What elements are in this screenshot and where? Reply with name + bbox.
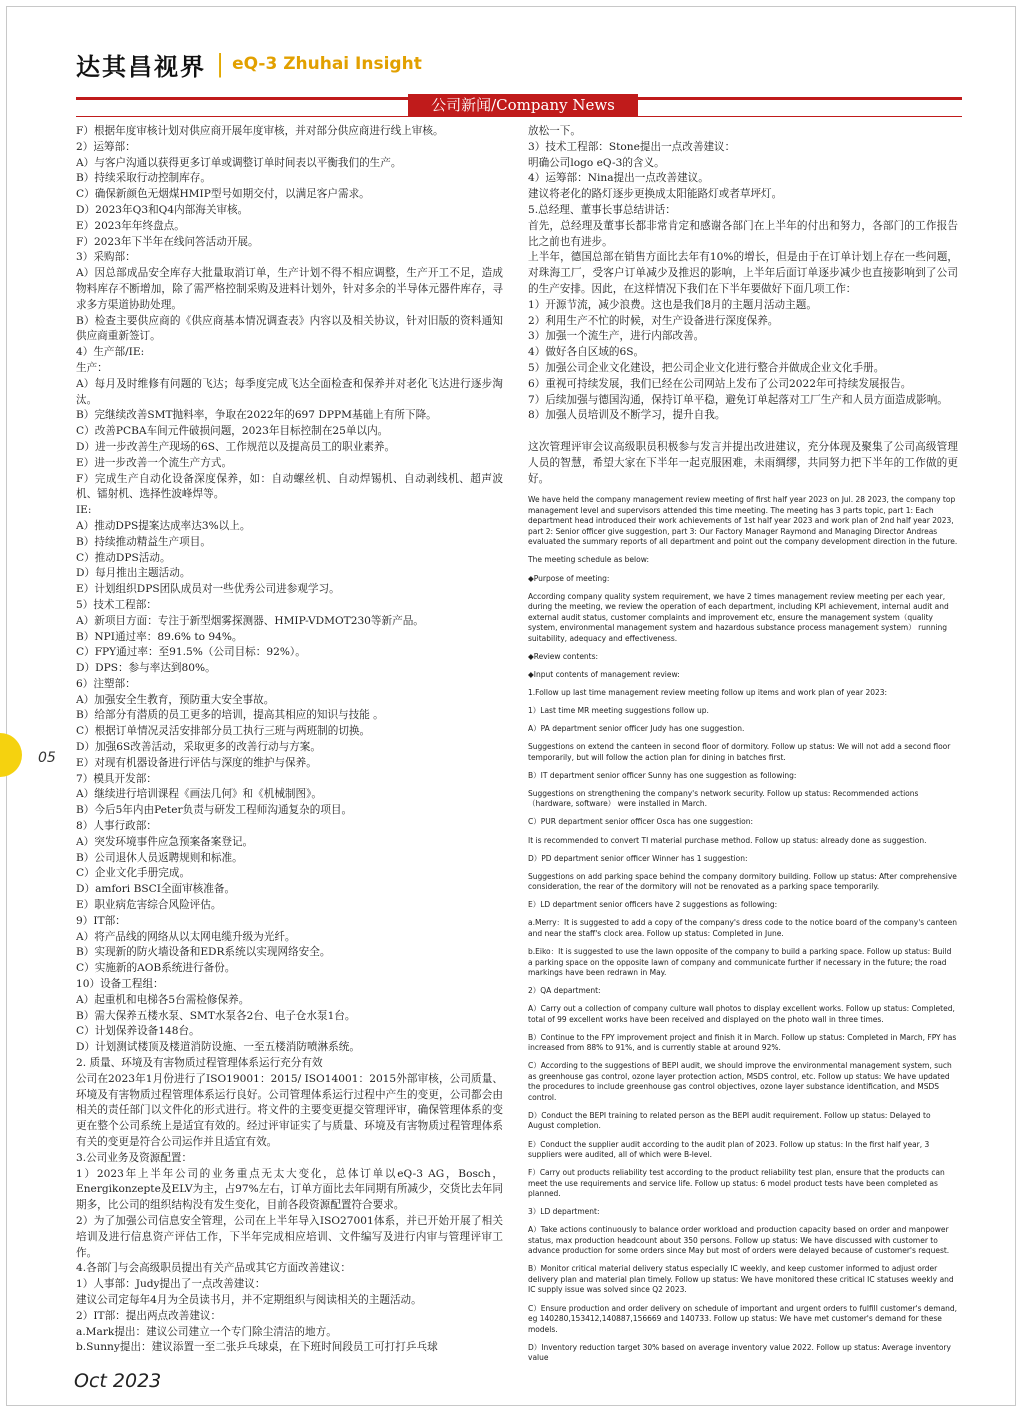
paragraph: A）起重机和电梯各5台需检修保养。 (76, 993, 250, 1006)
english-paragraph: C）According to the suggestions of BEPI audit, we should improve the environmental management system, such as greenhouse gas control, ozone layer protection action, MSDS control, etc. Follow up status: We have updated the procedures to include greenhouse gas control objectives, ozone layer substance identification, and MSDS control. (528, 1061, 952, 1102)
english-paragraph: Suggestions on extend the canteen in second floor of dormitory. Follow up status: We will not add a second floor temporarily, but will follow the action plan for dining in batches first. (528, 742, 951, 762)
paragraph: 4.各部门与会高级职员提出有关产品或其它方面改善建议： (76, 1262, 351, 1275)
paragraph: E）计划组织DPS团队成员对一些优秀公司进参观学习。 (76, 583, 340, 596)
paragraph: 建议将老化的路灯逐步更换成太阳能路灯或者草坪灯。 (528, 188, 783, 201)
english-paragraph: D）Conduct the BEPI training to related person as the BEPI audit requirement. Follow up status: Delayed to August completion. (528, 1110, 931, 1131)
english-paragraph: We have held the company management review meeting of first half year 2023 on Jul. 28 2023, the company top management level and supervisors attended this time meeting. The meeting has 3 parts topic, part 1: Each department head introduced their work achievements of 1st half year 2023 and work plan of 2nd half year 2023, part 2: Senior officer give suggestion, part 3: Our Factory Manager Raymond and Managing Director Andreas evaluated the summary reports of all department and point out the company development direction in the future. (528, 495, 958, 547)
paragraph: b.Sunny提出：建议添置一至二张乒乓球桌，在下班时间段员工可打打乒乓球 (76, 1341, 438, 1354)
paragraph: A）将产品线的网络从以太网电缆升级为光纤。 (76, 930, 296, 943)
paragraph: A）继续进行培训课程《画法几何》和《机械制图》。 (76, 788, 323, 801)
paragraph: 5）加强公司企业文化建设，把公司企业文化进行整合并做成企业文化手册。 (528, 361, 885, 374)
paragraph: 7）后续加强与德国沟通，保持订单平稳，避免订单起落对工厂生产和人员方面造成影响。 (528, 393, 948, 406)
english-paragraph: 3）LD department: (528, 1207, 600, 1217)
paragraph: A）推动DPS提案达成率达3%以上。 (76, 519, 251, 532)
paragraph: 3.公司业务及资源配置： (76, 1151, 193, 1164)
paragraph: E）对现有机器设备进行评估与深度的维护与保养。 (76, 756, 317, 769)
paragraph: A）突发环境事件应急预案备案登记。 (76, 835, 254, 848)
english-paragraph: a.Merry：It is suggested to add a copy of the company's dress code to the notice board of the company's canteen and near the staff's clock area. Follow up status: Completed in June. (528, 918, 957, 938)
paragraph: E）职业病危害综合风险评估。 (76, 899, 222, 912)
paragraph: E）进一步改善一个流生产方式。 (76, 456, 233, 469)
paragraph: 2）运筹部： (76, 140, 136, 153)
english-paragraph: A）Take actions continuously to balance order workload and production capacity based on order and manpower status, max production headcount about 350 persons. Follow up status: We have discussed with customer to advance production for some orders since May but most of orders were delayed because of customer's request. (528, 1225, 950, 1256)
paragraph: F）完成生产自动化设备深度保养，如：自动螺丝机、自动焊锡机、自动剥线机、超声波机、镭射机、选择性波峰焊等。 (76, 472, 503, 501)
english-paragraph: 1.Follow up last time management review meeting follow up items and work plan of year 2023: (528, 687, 888, 697)
paragraph: B）需大保养五楼水泵、SMT水泵各2台、电子仓水泵1台。 (76, 1009, 356, 1022)
english-paragraph: The meeting schedule as below: (528, 555, 649, 565)
english-paragraph: 1）Last time MR meeting suggestions follow up. (528, 705, 709, 715)
paragraph: IE: (76, 504, 92, 517)
paragraph: B）检查主要供应商的《供应商基本情况调查表》内容以及相关协议，针对旧版的资料通知供应商重新签订。 (76, 314, 503, 343)
paragraph: 3）技术工程部：Stone提出一点改善建议： (528, 140, 736, 153)
paragraph: 3）采购部： (76, 251, 136, 264)
english-paragraph: B）IT department senior officer Sunny has one suggestion as following: (528, 770, 797, 780)
right-cn-text (528, 124, 958, 487)
paragraph: 6）注塑部： (76, 677, 136, 690)
paragraph: 8）加强人员培训及不断学习，提升自我。 (528, 409, 726, 422)
english-paragraph: According company quality system requirement, we have 2 times management review meeting per each year, during the meeting, we review the operation of each department, including KPI achievement, internal audit and external audit status, customer complaints and improvement etc, ensure the management system（quality system, environmental management system and hazardous substance process management system） running suitability, adequacy and effectiveness. (528, 591, 949, 643)
paragraph: D）amfori BSCI全面审核准备。 (76, 883, 236, 896)
paragraph: 6）重视可持续发展，我们已经在公司网站上发布了公司2022年可持续发展报告。 (528, 377, 912, 390)
english-paragraph: ◆Review contents: (528, 651, 599, 661)
paragraph: 4）生产部/IE: (76, 346, 145, 359)
paragraph: C）实施新的AOB系统进行备份。 (76, 962, 236, 975)
paragraph: 生产： (76, 361, 108, 374)
paragraph: A）因总部成品安全库存大批量取消订单，生产计划不得不相应调整，生产开工不足，造成物料库存不断增加，除了需严格控制采购及进料计划外，针对多余的半导体元器件库存，寻求多方渠道协助处理。 (76, 267, 503, 311)
paragraph: B）实现新的防火墙设备和EDR系统以实现网络安全。 (76, 946, 331, 959)
masthead-title-cn: 达其昌视界 (76, 51, 206, 81)
paragraph: C）改善PCBA车间元件破损问题，2023年目标控制在25单以内。 (76, 425, 389, 438)
english-paragraph: E）Conduct the supplier audit according to the audit plan of 2023. Follow up status: In the first half year, 3 suppliers were audited, all of which were B-level. (528, 1139, 930, 1160)
issue-date: Oct 2023 (74, 1370, 162, 1392)
paragraph: A）每月及时维修有问题的飞达；每季度完成飞达全面检查和保养并对老化飞达进行逐步淘汰。 (76, 377, 503, 406)
paragraph: C）确保新颜色无烟煤HMIP型号如期交付，以满足客户需求。 (76, 188, 370, 201)
paragraph: D）计划测试楼顶及楼道消防设施、一至五楼消防喷淋系统。 (76, 1041, 360, 1054)
paragraph: D）进一步改善生产现场的6S、工作规范以及提高员工的职业素养。 (76, 440, 396, 453)
paragraph: 公司在2023年1月份进行了ISO19001：2015/ ISO14001：2015外部审核，公司质量、环境及有害物质过程管理体系运行良好。公司管理体系运行过程中产生的变更，公司都会由相关的责任部门以文件化的形式进行。将文件的主要变更提交管理评审，确保管理体系的变更在整个公司系统上是适宜有效的。经过评审证实了与质量、环境及有害物质过程管理体系有关的变更是符合公司运作并且适宜有效。 (76, 1072, 503, 1148)
paragraph: 9）IT部： (76, 914, 126, 927)
page-number: 05 (38, 750, 56, 766)
paragraph: 1）2023年上半年公司的业务重点无太大变化，总体订单以eQ-3 AG，Bosch，Energikonzepte及ELV为主，占97%左右，订单方面比去年同期有所减少，交货比去年同期多，比公司的组织结构没有发生变化，目前各段资源配置符合要求。 (76, 1167, 503, 1212)
english-paragraph: B）Monitor critical material delivery status especially IC weekly, and keep customer informed to adjust order delivery plan and material plan timely. Follow up status: We have monitored these critical IC statuses weekly and IC supply issue was solved since Q2 2023. (528, 1264, 954, 1295)
paragraph: 7）模具开发部： (76, 772, 157, 785)
english-paragraph: C）PUR department senior officer Osca has one suggestion: (528, 817, 754, 827)
paragraph: E）2023年年终盘点。 (76, 219, 185, 232)
paragraph: 5.总经理、董事长事总结讲话： (528, 203, 676, 216)
paragraph: D）每月推出主题活动。 (76, 567, 191, 580)
english-paragraph: B）Continue to the FPY improvement project and finish it in March. Follow up status: Completed in March, FPY has increased from 88% to 91%, and is currently stable at around 92%. (528, 1032, 957, 1053)
paragraph: 8）人事行政部： (76, 820, 157, 833)
paragraph: 首先，总经理及董事长都非常肯定和感谢各部门在上半年的付出和努力，各部门的工作报告比之前也有进步。 (528, 219, 958, 248)
paragraph: 2）为了加强公司信息安全管理，公司在上半年导入ISO27001体系，并已开始开展了相关培训及进行信息资产评估工作，下半年完成相应培训、文件编写及进行内审与管理评审工作。 (76, 1214, 503, 1259)
paragraph: 放松一下。 (528, 125, 581, 137)
paragraph: F）根据年度审核计划对供应商开展年度审核，并对部分供应商进行线上审核。 (76, 125, 444, 137)
paragraph: 4）运筹部：Nina提出一点改善建议。 (528, 172, 709, 185)
paragraph: C）推动DPS活动。 (76, 551, 171, 564)
paragraph: 建议公司定每年4月为全员读书月，并不定期组织与阅读相关的主题活动。 (76, 1293, 422, 1306)
paragraph: B）NPI通过率：89.6% to 94%。 (76, 630, 243, 643)
english-paragraph: b.Eiko：It is suggested to use the lawn opposite of the company to build a parking space. Follow up status: Build a parking space on the opposite lawn of company and communicate further if necessary in the future; the road markings have been redrawn in May. (528, 947, 952, 978)
paragraph: B）完继续改善SMT抛料率，争取在2022年的697 DPPM基础上有所下降。 (76, 409, 437, 422)
paragraph: A）与客户沟通以获得更多订单或调整订单时间表以平衡我们的生产。 (76, 156, 402, 169)
paragraph: B）今后5年内由Peter负责与研发工程师沟通复杂的项目。 (76, 804, 353, 817)
english-paragraph: A）PA department senior officer Judy has one suggestion. (528, 724, 745, 734)
paragraph: 2）IT部：提出两点改善建议： (76, 1309, 222, 1322)
paragraph: 这次管理评审会议高级职员积极参与发言并提出改进建议，充分体现及聚集了公司高级管理人员的智慧，希望大家在下半年一起克服困难，未雨绸缪，共同努力把下半年的工作做的更好。 (528, 440, 958, 485)
paragraph: 3）加强一个流生产，进行内部改善。 (528, 330, 705, 343)
paragraph: D）加强6S改善活动，采取更多的改善行动与方案。 (76, 741, 321, 754)
english-paragraph: Suggestions on strengthening the company's network security. Follow up status: Recommended actions （hardware, software） were installed in March. (528, 788, 919, 809)
paragraph: B）持续推动精益生产项目。 (76, 535, 211, 548)
right-column (528, 124, 958, 1364)
english-paragraph: Suggestions on add parking space behind the company dormitory building. Follow up status: After comprehensive consideration, the rear of the dormitory will not be renovated as a parking space temporarily. (528, 871, 957, 892)
english-paragraph: C）Ensure production and order delivery on schedule of important and urgent orders to fulfill customer's demand, eg 140280,153412,140887,156669 and 140733. Follow up status: We have met customer's demand for these models. (528, 1303, 958, 1334)
english-paragraph: ◆Purpose of meeting: (528, 573, 610, 583)
paragraph: C）企业文化手册完成。 (76, 867, 191, 880)
paragraph: C）根据订单情况灵活安排部分员工执行三班与两班制的切换。 (76, 725, 371, 738)
paragraph: F）2023年下半年在线问答活动开展。 (76, 235, 259, 248)
paragraph: C）计划保养设备148台。 (76, 1025, 200, 1038)
masthead-separator: | (216, 50, 225, 78)
paragraph: A）新项目方面：专注于新型烟雾探测器、HMIP-VDMOT230等新产品。 (76, 614, 424, 627)
paragraph: 上半年，德国总部在销售方面比去年有10%的增长，但是由于在订单计划上存在一些问题，对珠海工厂，受客户订单减少及推迟的影响，上半年后面订单逐步减少也直接影响到了公司的生产安排。因此，在这样情况下我们在下半年要做好下面几项工作： (528, 251, 958, 295)
english-paragraph: E）LD department senior officers have 2 suggestions as following: (528, 900, 778, 910)
paragraph: A）加强安全生教育，预防重大安全事故。 (76, 693, 275, 706)
paragraph: B）公司退休人员返聘规则和标准。 (76, 851, 243, 864)
paragraph: 明确公司logo eQ-3的含义。 (528, 156, 665, 169)
english-paragraph: D）PD department senior officer Winner has 1 suggestion: (528, 853, 748, 863)
paragraph: B）持续采取行动控制库存。 (76, 172, 211, 185)
paragraph: 2. 质量、环境及有害物质过程管理体系运行充分有效 (76, 1057, 323, 1070)
paragraph: 10）设备工程组： (76, 978, 164, 991)
right-en-text (528, 495, 958, 1363)
masthead-title-en: eQ-3 Zhuhai Insight (232, 54, 422, 74)
paragraph: 2）利用生产不忙的时候，对生产设备进行深度保养。 (528, 314, 779, 327)
paragraph: 1）人事部：Judy提出了一点改善建议： (76, 1278, 266, 1291)
english-paragraph: It is recommended to convert TI material purchase method. Follow up status: already done as suggestion. (528, 835, 927, 845)
masthead (76, 48, 422, 80)
paragraph: B）给部分有潜质的员工更多的培训，提高其相应的知识与技能 。 (76, 709, 384, 722)
english-paragraph: F）Carry out products reliability test according to the product reliability test plan, ensure that the products can meet the use requirements and service life. Follow up status: 6 model product tests have been completed as planned. (528, 1168, 945, 1199)
paragraph: 4）做好各自区域的6S。 (528, 346, 645, 359)
paragraph: D）DPS：参与率达到80%。 (76, 662, 216, 675)
paragraph: D）2023年Q3和Q4内部海关审核。 (76, 203, 249, 216)
english-paragraph: D）Inventory reduction target 30% based on average inventory value 2022. Follow up status: Average inventory value (528, 1342, 951, 1363)
english-paragraph: A）Carry out a collection of company culture wall photos to display excellent works. Follow up status: Completed, total of 99 excellent works have been received and displayed on the photo wall in three times. (528, 1004, 955, 1024)
english-paragraph: 2）QA department: (528, 986, 601, 996)
paragraph: 5）技术工程部： (76, 598, 157, 611)
section-title: 公司新闻/Company News (408, 94, 638, 117)
paragraph: a.Mark提出：建议公司建立一个专门除尘清洁的地方。 (76, 1325, 337, 1338)
english-paragraph: ◆Input contents of management review: (528, 669, 680, 679)
paragraph: 1）开源节流，减少浪费。这也是我们8月的主题月活动主题。 (528, 298, 817, 311)
left-column (76, 124, 503, 1359)
paragraph (528, 424, 958, 440)
paragraph: C）FPY通过率：至91.5%（公司目标：92%）。 (76, 646, 306, 659)
